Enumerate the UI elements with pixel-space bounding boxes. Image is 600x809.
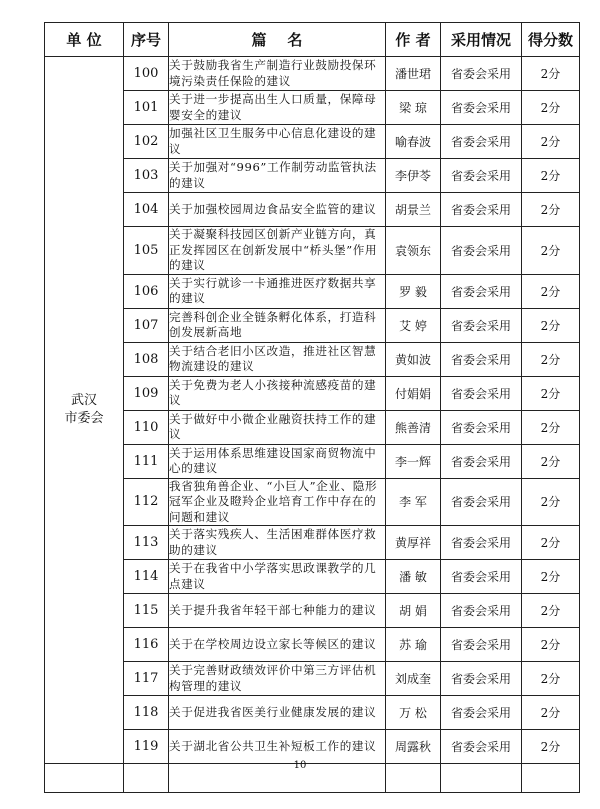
author-name: 罗 毅 [386, 274, 441, 308]
table-header-row [45, 23, 580, 57]
adoption-status: 省委会采用 [441, 444, 522, 478]
score-value: 2分 [522, 594, 580, 628]
serial-number: 115 [124, 594, 169, 628]
author-name: 苏 瑜 [386, 628, 441, 662]
table-row [45, 193, 580, 227]
proposal-title: 关于实行就诊一卡通推进医疗数据共享的建议 [169, 274, 386, 308]
author-name: 熊善清 [386, 410, 441, 444]
author-name: 梁 琼 [386, 91, 441, 125]
proposal-table [44, 22, 580, 793]
table-row [45, 730, 580, 764]
score-value: 2分 [522, 526, 580, 560]
proposal-title: 关于落实残疾人、生活困难群体医疗救助的建议 [169, 526, 386, 560]
adoption-status: 省委会采用 [441, 125, 522, 159]
score-value: 2分 [522, 628, 580, 662]
page-number: 10 [293, 760, 307, 771]
proposal-title: 关于进一步提高出生人口质量，保障母婴安全的建议 [169, 91, 386, 125]
table-row [45, 662, 580, 696]
table-row [45, 444, 580, 478]
table-row [45, 376, 580, 410]
serial-number: 112 [124, 478, 169, 526]
proposal-title: 关于完善财政绩效评价中第三方评估机构管理的建议 [169, 662, 386, 696]
adoption-status: 省委会采用 [441, 193, 522, 227]
adoption-status: 省委会采用 [441, 342, 522, 376]
proposal-title: 关于结合老旧小区改造，推进社区智慧物流建设的建议 [169, 342, 386, 376]
author-name: 付娟娟 [386, 376, 441, 410]
author-name: 艾 婷 [386, 308, 441, 342]
serial-number: 108 [124, 342, 169, 376]
serial-number: 102 [124, 125, 169, 159]
score-value: 2分 [522, 193, 580, 227]
serial-number: 119 [124, 730, 169, 764]
proposal-title: 完善科创企业全链条孵化体系，打造科创发展新高地 [169, 308, 386, 342]
table-row [45, 560, 580, 594]
author-name: 喻春波 [386, 125, 441, 159]
adoption-status: 省委会采用 [441, 91, 522, 125]
score-value: 2分 [522, 730, 580, 764]
serial-number: 113 [124, 526, 169, 560]
header-author: 作 者 [386, 23, 441, 57]
table-row [45, 696, 580, 730]
adoption-status: 省委会采用 [441, 227, 522, 275]
score-value: 2分 [522, 376, 580, 410]
header-title: 篇 名 [169, 23, 386, 57]
table-row [45, 526, 580, 560]
table-row [45, 628, 580, 662]
table-row [45, 410, 580, 444]
score-value: 2分 [522, 560, 580, 594]
proposal-title: 我省独角兽企业、“小巨人”企业、隐形冠军企业及瞪羚企业培育工作中存在的问题和建议 [169, 478, 386, 526]
author-name: 刘成奎 [386, 662, 441, 696]
author-name: 潘 敏 [386, 560, 441, 594]
author-name: 袁领东 [386, 227, 441, 275]
score-value: 2分 [522, 342, 580, 376]
table-row [45, 478, 580, 526]
serial-number: 107 [124, 308, 169, 342]
header-unit: 单 位 [45, 23, 124, 57]
score-value: 2分 [522, 662, 580, 696]
adoption-status: 省委会采用 [441, 526, 522, 560]
proposal-title: 关于在我省中小学落实思政课教学的几点建议 [169, 560, 386, 594]
serial-number: 110 [124, 410, 169, 444]
table-row [45, 274, 580, 308]
table-row [45, 342, 580, 376]
adoption-status: 省委会采用 [441, 159, 522, 193]
score-value: 2分 [522, 696, 580, 730]
proposal-title: 加强社区卫生服务中心信息化建设的建议 [169, 125, 386, 159]
header-adoption: 采用情况 [441, 23, 522, 57]
author-name: 黄如波 [386, 342, 441, 376]
proposal-title: 关于在学校周边设立家长等候区的建议 [169, 628, 386, 662]
serial-number: 116 [124, 628, 169, 662]
proposal-title: 关于免费为老人小孩接种流感疫苗的建议 [169, 376, 386, 410]
table-row [45, 594, 580, 628]
adoption-status: 省委会采用 [441, 274, 522, 308]
serial-number: 106 [124, 274, 169, 308]
serial-number: 104 [124, 193, 169, 227]
author-name: 李一辉 [386, 444, 441, 478]
author-name: 李伊苓 [386, 159, 441, 193]
score-value: 2分 [522, 227, 580, 275]
proposal-title: 关于促进我省医美行业健康发展的建议 [169, 696, 386, 730]
table-row [45, 57, 580, 91]
adoption-status: 省委会采用 [441, 376, 522, 410]
proposal-title: 关于凝聚科技园区创新产业链方向，真正发挥园区在创新发展中“桥头堡”作用的建议 [169, 227, 386, 275]
header-no: 序号 [124, 23, 169, 57]
adoption-status: 省委会采用 [441, 662, 522, 696]
score-value: 2分 [522, 444, 580, 478]
score-value: 2分 [522, 125, 580, 159]
score-value: 2分 [522, 274, 580, 308]
serial-number: 100 [124, 57, 169, 91]
proposal-title: 关于鼓励我省生产制造行业鼓励投保环境污染责任保险的建议 [169, 57, 386, 91]
proposal-title: 关于加强对“996”工作制劳动监管执法的建议 [169, 159, 386, 193]
author-name: 黄厚祥 [386, 526, 441, 560]
header-score: 得分数 [522, 23, 580, 57]
proposal-title: 关于运用体系思维建设国家商贸物流中心的建议 [169, 444, 386, 478]
adoption-status: 省委会采用 [441, 730, 522, 764]
table-row [45, 159, 580, 193]
score-value: 2分 [522, 410, 580, 444]
author-name: 胡 娟 [386, 594, 441, 628]
serial-number: 101 [124, 91, 169, 125]
unit-cell: 武汉 市委会 [45, 57, 124, 764]
proposal-title: 关于加强校园周边食品安全监管的建议 [169, 193, 386, 227]
adoption-status: 省委会采用 [441, 478, 522, 526]
score-value: 2分 [522, 91, 580, 125]
score-value: 2分 [522, 159, 580, 193]
serial-number: 105 [124, 227, 169, 275]
author-name: 周露秋 [386, 730, 441, 764]
score-value: 2分 [522, 57, 580, 91]
table-row [45, 227, 580, 275]
table-row [45, 308, 580, 342]
proposal-title: 关于提升我省年轻干部七种能力的建议 [169, 594, 386, 628]
proposal-title: 关于湖北省公共卫生补短板工作的建议 [169, 730, 386, 764]
author-name: 胡景兰 [386, 193, 441, 227]
proposal-title: 关于做好中小微企业融资扶持工作的建议 [169, 410, 386, 444]
serial-number: 118 [124, 696, 169, 730]
serial-number: 111 [124, 444, 169, 478]
table-row [45, 91, 580, 125]
author-name: 万 松 [386, 696, 441, 730]
author-name: 潘世珺 [386, 57, 441, 91]
score-value: 2分 [522, 478, 580, 526]
adoption-status: 省委会采用 [441, 594, 522, 628]
adoption-status: 省委会采用 [441, 410, 522, 444]
adoption-status: 省委会采用 [441, 308, 522, 342]
adoption-status: 省委会采用 [441, 628, 522, 662]
serial-number: 114 [124, 560, 169, 594]
table-body [45, 57, 580, 764]
serial-number: 103 [124, 159, 169, 193]
adoption-status: 省委会采用 [441, 560, 522, 594]
adoption-status: 省委会采用 [441, 57, 522, 91]
score-value: 2分 [522, 308, 580, 342]
table-row [45, 125, 580, 159]
serial-number: 117 [124, 662, 169, 696]
author-name: 李 军 [386, 478, 441, 526]
adoption-status: 省委会采用 [441, 696, 522, 730]
serial-number: 109 [124, 376, 169, 410]
